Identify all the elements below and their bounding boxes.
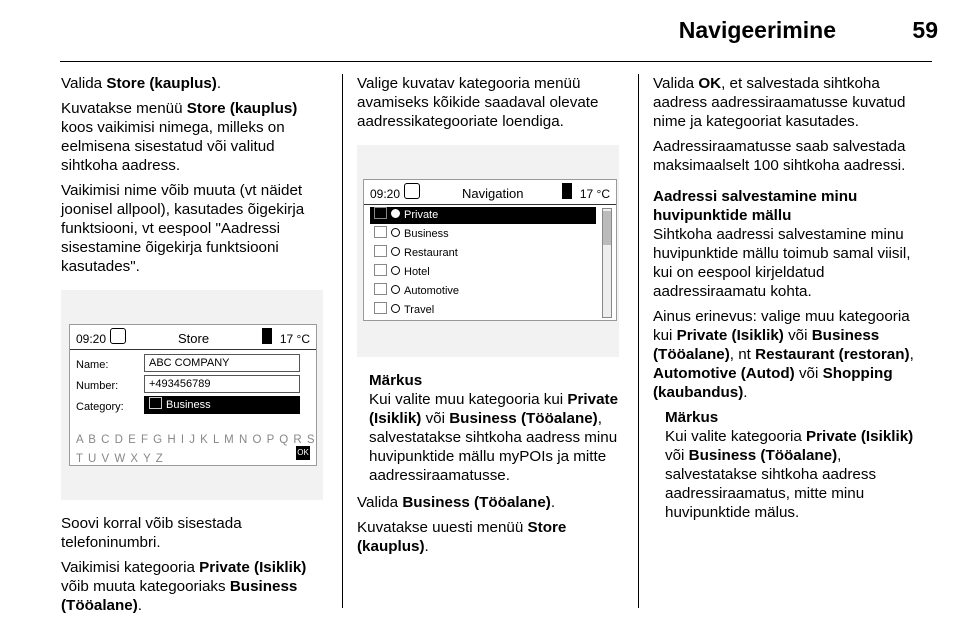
- paragraph: Kuvatakse menüü Store (kauplus) koos vaikimisi nimega, milleks on eelmisena sisestatud või valitud sihtkoha aadress.: [61, 100, 298, 174]
- name-field[interactable]: ABC COMPANY: [144, 354, 300, 372]
- radio-icon: [391, 228, 400, 237]
- name-label: Name:: [76, 359, 109, 371]
- paragraph: Kuvatakse uuesti menüü Store (kauplus).: [357, 519, 567, 555]
- store-screen: [69, 324, 317, 466]
- page-header: [0, 0, 960, 56]
- radio-icon: [391, 304, 400, 313]
- paragraph: Sihtkoha aadressi salvestamine minu huvipunktide mällu toimub samal viisil, kui on eespool kirjeldatud aadressiraamatu kohta.: [653, 226, 911, 300]
- screen-topbar: [70, 325, 316, 350]
- clock: 09:20: [370, 187, 401, 201]
- number-label: Number:: [76, 380, 119, 392]
- radio-icon: [391, 285, 400, 294]
- paragraph: Vaikimisi kategooria Private (Isiklik) võib muuta kategooriaks Business (Tööalane).: [61, 559, 307, 614]
- hotel-icon: [374, 264, 387, 276]
- paragraph: Valida Store (kauplus).: [61, 75, 222, 92]
- navigation-screenshot-figure: [357, 145, 619, 357]
- radio-icon: [391, 209, 400, 218]
- sync-icon: [110, 328, 126, 344]
- note-text: Kui valite kategooria Private (Isiklik) või Business (Tööalane), salvestatakse sihtkoha aadress aadressiraamatus, mitte minu huvipunktide mälus.: [665, 428, 914, 521]
- note-box: [369, 371, 619, 485]
- paragraph: Valida Business (Tööalane).: [357, 494, 556, 511]
- private-icon: [374, 207, 387, 219]
- nav-item-restaurant[interactable]: Restaurant: [370, 245, 596, 262]
- note-text: Kui valite muu kategooria kui Private (Isiklik) või Business (Tööalane), salvestatakse sihtkoha aadress minu huvipunktide mällu myPOIs ja mitte aadressiraamatusse.: [369, 391, 619, 484]
- category-label: Category:: [76, 401, 124, 413]
- paragraph: Valige kuvatav kategooria menüü avamiseks kõikide saadaval olevate aadressikategooriate loendiga.: [357, 75, 599, 130]
- paragraph: Vaikimisi nime võib muuta (vt näidet joonisel allpool), kasutades õigekirja funktsiooni, vt eespool "Aadressi sisestamine õigekirja funktsiooni kasutades".: [61, 182, 305, 275]
- thermometer-icon: [262, 328, 272, 344]
- section-title: Navigeerimine: [678, 17, 836, 43]
- list-scrollbar[interactable]: [602, 208, 612, 318]
- thermometer-icon: [562, 183, 572, 199]
- page-number: 59: [912, 17, 938, 43]
- note-title: Märkus: [665, 409, 719, 426]
- nav-item-hotel[interactable]: Hotel: [370, 264, 596, 281]
- paragraph: Valida OK, et salvestada sihtkoha aadress aadressiraamatusse kuvatud nime ja kategooriat kasutades.: [653, 75, 906, 130]
- sync-icon: [404, 183, 420, 199]
- nav-item-private[interactable]: Private: [370, 207, 596, 224]
- travel-icon: [374, 302, 387, 314]
- column-divider: [342, 74, 343, 608]
- radio-icon: [391, 266, 400, 275]
- nav-item-business[interactable]: Business: [370, 226, 596, 243]
- business-category-icon: [149, 397, 162, 409]
- note-box: [665, 408, 928, 522]
- paragraph: Soovi korral võib sisestada telefoninumbri.: [61, 515, 242, 551]
- column-2: [357, 74, 619, 562]
- subheading: Aadressi salvestamine minu huvipunktide mällu: [653, 188, 858, 224]
- radio-icon: [391, 247, 400, 256]
- header-rule: [60, 61, 932, 62]
- note-title: Märkus: [369, 372, 423, 389]
- category-field[interactable]: Business: [144, 396, 300, 414]
- clock: 09:20: [76, 332, 107, 346]
- letter-keyboard[interactable]: A B C D E F G H I J K L M N O P Q R S T U V W X Y Z: [76, 434, 316, 465]
- ok-button[interactable]: OK: [296, 446, 310, 460]
- store-screenshot-figure: [61, 290, 323, 500]
- column-1: [61, 74, 323, 621]
- paragraph: Aadressiraamatusse saab salvestada maksimaalselt 100 sihtkoha aadressi.: [653, 138, 906, 174]
- paragraph: Ainus erinevus: valige muu kategooria kui Private (Isiklik) või Business (Tööalane), nt Restaurant (restoran), Automotive (Autod) või Shopping (kaubandus).: [653, 308, 914, 401]
- business-icon: [374, 226, 387, 238]
- screen-title: Store: [178, 331, 210, 346]
- number-field[interactable]: +493456789: [144, 375, 300, 393]
- screen-title: Navigation: [462, 186, 524, 201]
- temperature: 17 °C: [579, 187, 610, 201]
- automotive-icon: [374, 283, 387, 295]
- nav-item-travel[interactable]: Travel: [370, 302, 596, 319]
- column-3: [653, 74, 928, 528]
- navigation-screen: [363, 179, 617, 321]
- screen-topbar: [364, 180, 616, 205]
- nav-item-automotive[interactable]: Automotive: [370, 283, 596, 300]
- restaurant-icon: [374, 245, 387, 257]
- temperature: 17 °C: [279, 332, 310, 346]
- column-divider: [638, 74, 639, 608]
- scrollbar-thumb[interactable]: [603, 211, 611, 245]
